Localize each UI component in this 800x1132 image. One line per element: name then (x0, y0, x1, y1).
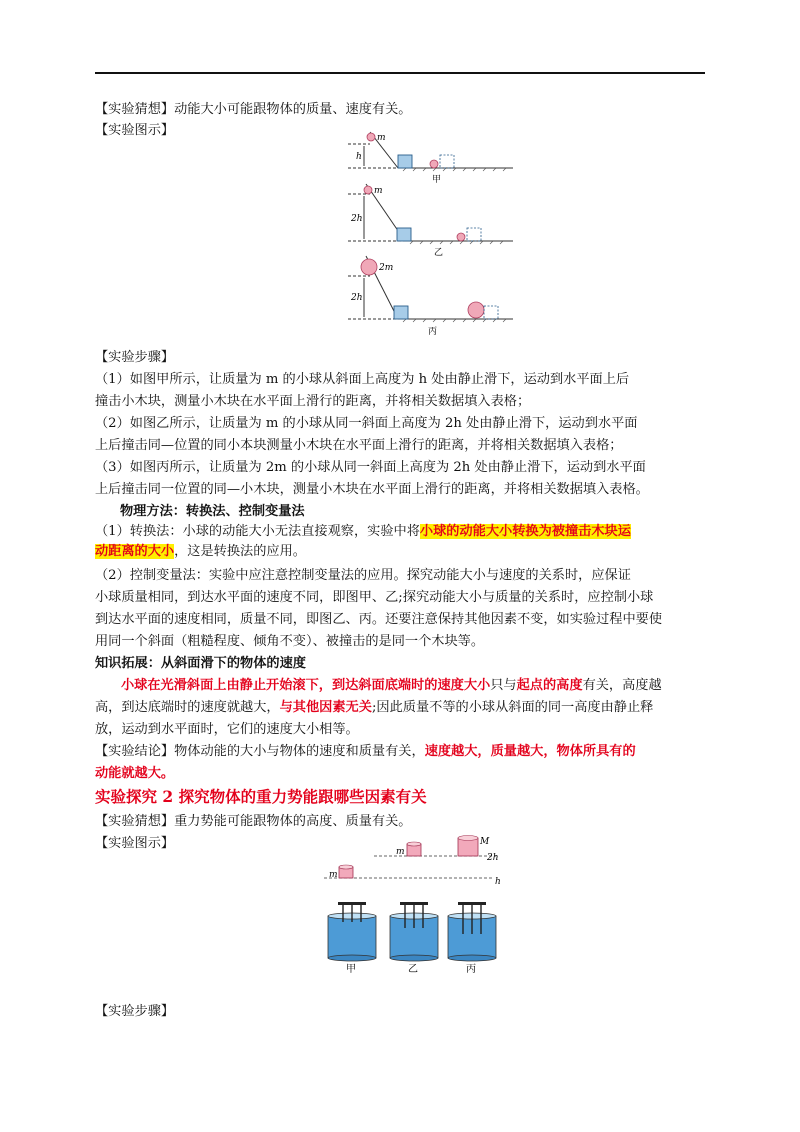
ext-red-1: 小球在光滑斜面上由静止开始滚下， (121, 678, 332, 693)
method-2-line-1: （2）控制变量法：实验中应注意控制变量法的应用。探究动能大小与速度的关系时，应保证 (95, 568, 631, 583)
ext-text-3: 高，到达底端时的速度就越大， (95, 700, 280, 715)
label-jia: 甲 (432, 175, 442, 185)
label-h: h (495, 877, 501, 887)
method-1-highlight: 小球的动能大小转换为被撞击木块运 (419, 524, 631, 539)
extension-line-1 (95, 676, 710, 696)
ext-text-1: 只与 (490, 678, 517, 693)
label-2h-2: 2h (351, 293, 363, 303)
method-heading: 物理方法：转换法、控制变量法 (120, 504, 305, 519)
step-3-line-1: （3）如图丙所示，让质量为 2m 的小球从同一斜面上高度为 2h 处由静止滑下，运动到水平面 (95, 460, 646, 475)
header-rule (95, 72, 705, 74)
section-2-title: 实验探究 2 探究物体的重力势能跟哪些因素有关 (95, 787, 427, 806)
conclusion-red: 速度越大，质量越大，物体所具有的 (424, 744, 636, 759)
step-2-line-2: 上后撞击同—位置的同小本块测量小木块在水平面上滑行的距离，并将相关数据填入表格； (95, 438, 623, 453)
method-2-line-3: 到达水平面的速度相同，质量不同，即图乙、丙。还要注意保持其他因素不变，如实验过程中要使 (95, 612, 663, 627)
extension-heading: 知识拓展：从斜面滑下的物体的速度 (95, 656, 306, 671)
label-h: h (356, 152, 362, 162)
figure-heading: 【实验图示】 (95, 123, 175, 138)
ext-text-2: 有关，高度越 (582, 678, 662, 693)
step-3-line-2: 上后撞击同一位置的同—小木块，测量小木块在水平面上滑行的距离，并将相关数据填入表格。 (95, 482, 649, 497)
label-m-top: m (396, 847, 405, 857)
figure-2-heading: 【实验图示】 (95, 836, 175, 851)
step-1-line-1: （1）如图甲所示，让质量为 m 的小球从斜面上高度为 h 处由静止滑下，运动到水平面上后 (95, 372, 630, 387)
label-m: m (377, 133, 386, 143)
extension-line-2 (95, 698, 710, 718)
ext-red-3: 起点的高度 (516, 678, 583, 693)
method-2-line-4: 用同一个斜面（粗糙程度、倾角不变）、被撞击的是同一个木块等。 (95, 634, 485, 649)
guess-2-line: 【实验猜想】重力势能可能跟物体的高度、质量有关。 (95, 814, 412, 829)
extension-line-3: 放，运动到水平面时，它们的速度大小相等。 (95, 722, 359, 737)
kinetic-energy-figure (348, 128, 523, 340)
conclusion-text: 【实验结论】物体动能的大小与物体的速度和质量有关， (95, 744, 425, 759)
method-2-line-2: 小球质量相同，到达水平面的速度不同，即图甲、乙;探究动能大小与质量的关系时，应控制小球 (95, 590, 654, 605)
method-1-line-1 (95, 522, 710, 542)
label-2h: 2h (351, 214, 363, 224)
label-jia: 甲 (346, 964, 356, 974)
method-1-text: （1）转换法：小球的动能大小无法直接观察，实验中将 (95, 524, 420, 539)
label-yi: 乙 (408, 964, 418, 974)
method-1-line-2 (95, 542, 710, 562)
label-m-2: m (374, 186, 383, 196)
label-M: M (480, 837, 490, 847)
ext-red-4: 与其他因素无关 (279, 700, 372, 715)
step-1-line-2: 撞击小木块，测量小木块在水平面上滑行的距离，并将相关数据填入表格； (95, 394, 531, 409)
label-2h: 2h (487, 853, 499, 863)
potential-energy-figure (324, 832, 506, 974)
ext-red-2: 到达斜面底端时的速度大小 (332, 678, 491, 693)
ext-text-4: ;因此质量不等的小球从斜面的同一高度由静止释 (371, 700, 654, 715)
step-2-line-1: （2）如图乙所示，让质量为 m 的小球从同一斜面上高度为 2h 处由静止滑下，运动到水平面 (95, 416, 638, 431)
label-m-low: m (329, 870, 338, 880)
method-1-tail: ，这是转换法的应用。 (174, 544, 306, 559)
label-2m: 2m (379, 263, 394, 273)
steps-heading: 【实验步骤】 (95, 350, 175, 365)
steps-2-heading: 【实验步骤】 (95, 1004, 175, 1019)
label-bing: 丙 (466, 964, 476, 974)
label-yi: 乙 (434, 248, 444, 258)
guess-line: 【实验猜想】动能大小可能跟物体的质量、速度有关。 (95, 102, 412, 117)
conclusion-line-1 (95, 742, 710, 762)
label-bing: 丙 (428, 327, 438, 337)
conclusion-line-2: 动能就越大。 (95, 766, 175, 781)
method-1-highlight-2: 动距离的大小 (95, 544, 175, 559)
